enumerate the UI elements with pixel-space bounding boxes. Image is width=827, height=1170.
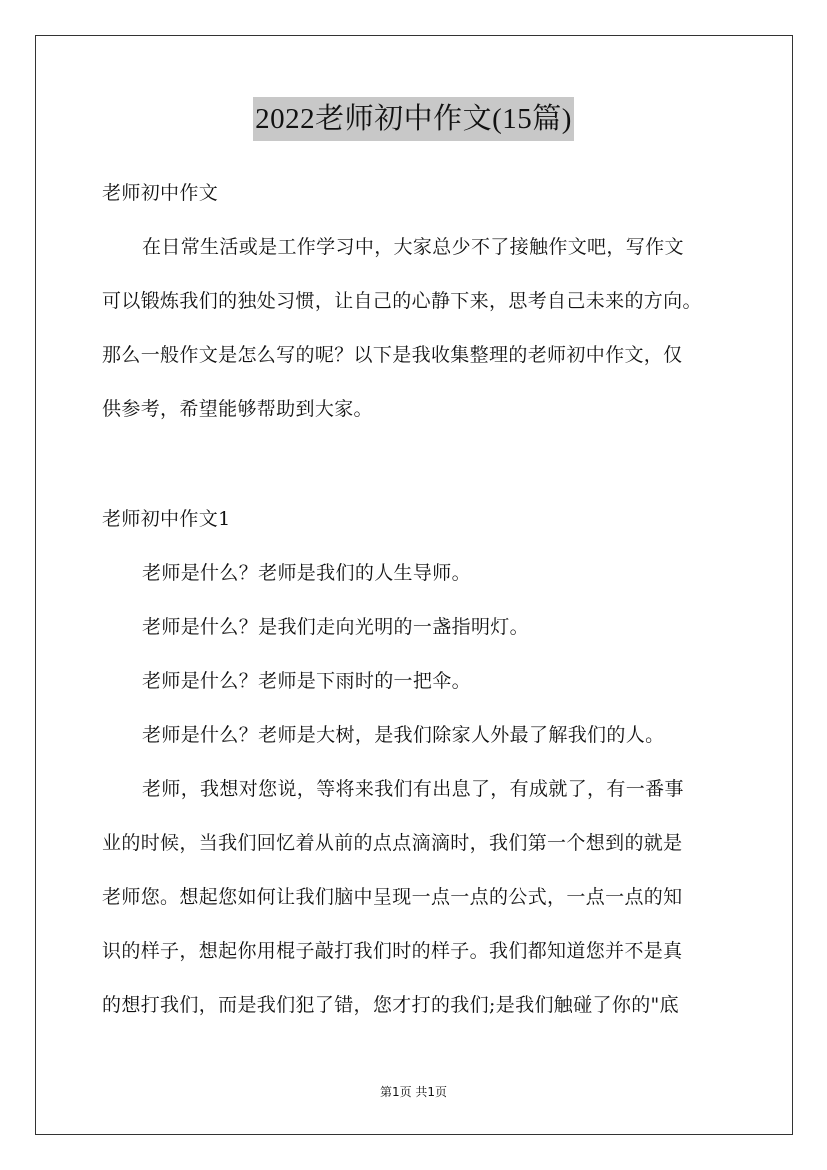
page-footer: 第1页 共1页 (379, 1085, 448, 1099)
essay-line-9: 的想打我们，而是我们犯了错，您才打的我们;是我们触碰了你的"底 (102, 994, 679, 1016)
intro-line-1: 在日常生活或是工作学习中，大家总少不了接触作文吧，写作文 (142, 236, 684, 258)
title-container (0, 97, 827, 141)
essay-line-4: 老师是什么？老师是大树，是我们除家人外最了解我们的人。 (142, 724, 665, 746)
essay-line-6: 业的时候，当我们回忆着从前的点点滴滴时，我们第一个想到的就是 (102, 832, 683, 854)
essay-line-1: 老师是什么？老师是我们的人生导师。 (142, 562, 471, 584)
essay-line-2: 老师是什么？是我们走向光明的一盏指明灯。 (142, 616, 530, 638)
section-heading: 老师初中作文 (102, 182, 219, 204)
intro-line-4: 供参考，希望能够帮助到大家。 (102, 398, 373, 420)
essay-line-3: 老师是什么？老师是下雨时的一把伞。 (142, 670, 471, 692)
document-title: 2022老师初中作文(15篇) (253, 97, 574, 141)
intro-line-2: 可以锻炼我们的独处习惯，让自己的心静下来，思考自己未来的方向。 (102, 290, 702, 312)
essay-line-5: 老师，我想对您说，等将来我们有出息了，有成就了，有一番事 (142, 778, 684, 800)
essay-line-8: 识的样子，想起你用棍子敲打我们时的样子。我们都知道您并不是真 (102, 940, 683, 962)
intro-line-3: 那么一般作文是怎么写的呢？以下是我收集整理的老师初中作文，仅 (102, 344, 683, 366)
essay-line-7: 老师您。想起您如何让我们脑中呈现一点一点的公式，一点一点的知 (102, 886, 683, 908)
essay-heading: 老师初中作文1 (102, 508, 231, 530)
